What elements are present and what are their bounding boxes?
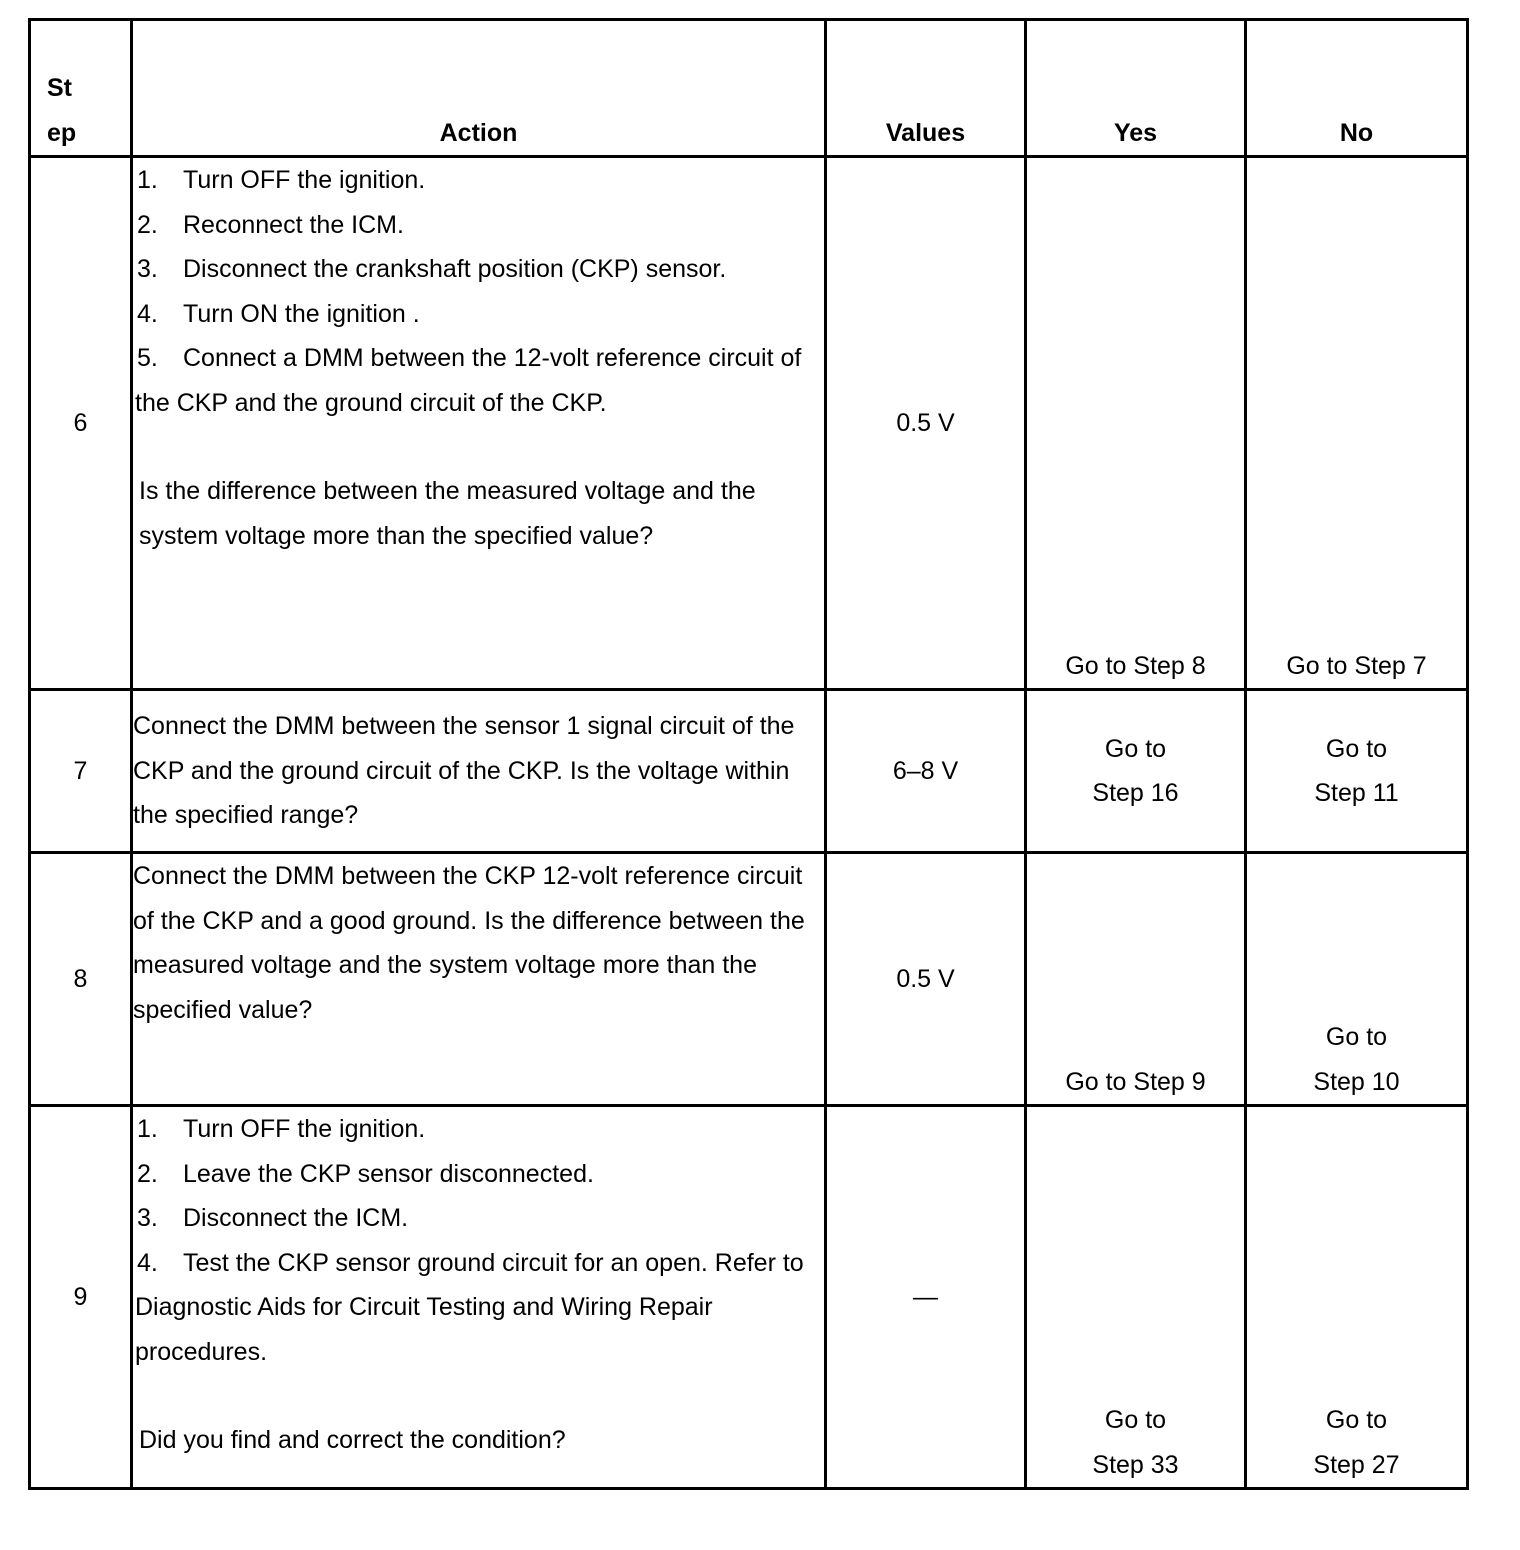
value-cell: 6–8 V [826,690,1026,853]
step-number: 9 [30,1106,132,1489]
action-cell [132,157,826,690]
header-row [30,20,1468,157]
table-row [30,690,1468,853]
header-step: St ep [30,20,132,157]
step-number: 7 [30,690,132,853]
yes-cell: Go to Step 8 [1026,157,1246,690]
list-item: 5. Connect a DMM between the 12-volt reference circuit of the CKP and the ground circuit of the CKP. [135,344,802,417]
list-item: 2. Reconnect the ICM. [137,210,404,239]
header-yes: Yes [1026,20,1246,157]
value-cell: — [826,1106,1026,1489]
header-action: Action [132,20,826,157]
yes-cell: Go to Step 9 [1026,853,1246,1106]
action-question: Is the difference between the measured voltage and the system voltage more than the specified value? [139,477,756,550]
step-number: 6 [30,157,132,690]
action-list [133,1107,824,1374]
diagnostic-steps-table [28,18,1469,1490]
yes-cell: Go to Step 33 [1026,1106,1246,1489]
no-cell: Go to Step 7 [1246,157,1468,690]
list-item: 2. Leave the CKP sensor disconnected. [137,1159,594,1188]
list-item: 1. Turn OFF the ignition. [137,1115,426,1143]
action-text: Connect the DMM between the sensor 1 signal circuit of the CKP and the ground circuit of the CKP. Is the voltage within the specified range? [133,712,795,830]
no-cell: Go to Step 27 [1246,1106,1468,1489]
table-row [30,853,1468,1106]
no-cell: Go to Step 10 [1246,853,1468,1106]
no-cell: Go to Step 11 [1246,690,1468,853]
action-text: Connect the DMM between the CKP 12-volt reference circuit of the CKP and a good ground. Is the difference between the measured voltage and the system voltage more than the specified value? [133,862,805,1024]
table-row [30,157,1468,690]
step-number: 8 [30,853,132,1106]
list-item: 4. Turn ON the ignition . [137,299,420,328]
yes-cell: Go to Step 16 [1026,690,1246,853]
table-row [30,1106,1468,1489]
action-cell [132,690,826,853]
action-list [133,158,824,425]
action-cell [132,1106,826,1489]
list-item: 4. Test the CKP sensor ground circuit for an open. Refer to Diagnostic Aids for Circuit Testing and Wiring Repair procedures. [135,1248,804,1366]
action-cell [132,853,826,1106]
header-values: Values [826,20,1026,157]
list-item: 3. Disconnect the ICM. [137,1204,409,1232]
header-no: No [1246,20,1468,157]
list-item: 3. Disconnect the crankshaft position (CKP) sensor. [137,255,727,283]
value-cell: 0.5 V [826,853,1026,1106]
list-item: 1. Turn OFF the ignition. [137,166,426,194]
value-cell: 0.5 V [826,157,1026,690]
action-question: Did you find and correct the condition? [139,1426,566,1454]
